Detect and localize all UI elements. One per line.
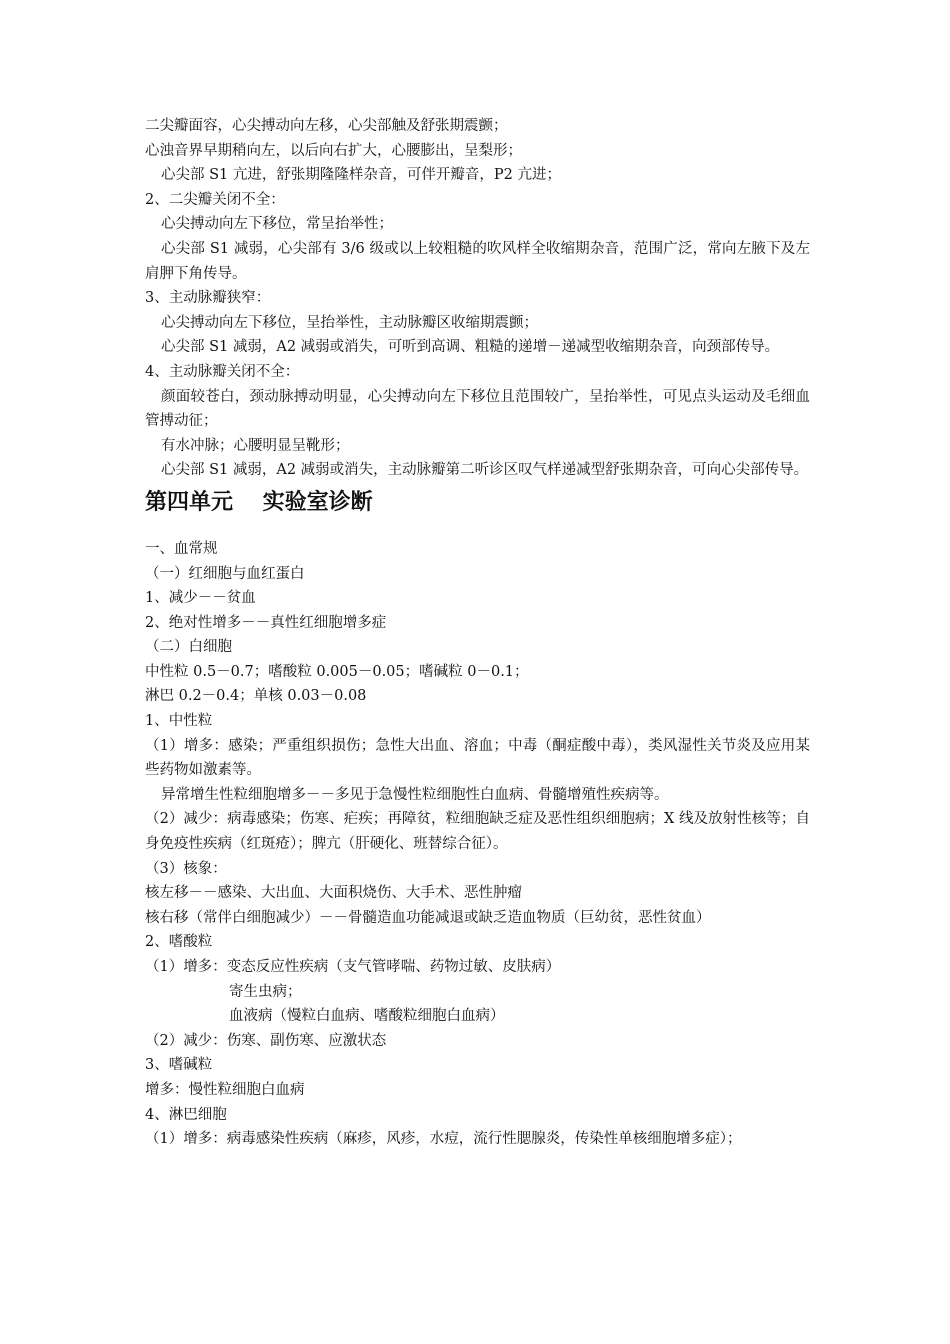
lymphocyte-title: 4、淋巴细胞	[145, 1106, 227, 1123]
rbc-line-2: 2、绝对性增多－－真性红细胞增多症	[145, 614, 387, 631]
aortic-stenosis-title: 3、主动脉瓣狭窄：	[145, 290, 271, 307]
aortic-regurgitation-text-1: 颜面较苍白，颈动脉搏动明显，心尖搏动向左下移位且范围较广，呈抬举性，可见点头运动及毛细血管搏动征；	[145, 388, 810, 430]
neutrophil-title: 1、中性粒	[145, 713, 213, 730]
mitral-regurgitation-line-1: 心尖搏动向左下移位，常呈抬举性；	[161, 216, 393, 233]
aortic-stenosis-line-1: 心尖搏动向左下移位，呈抬举性，主动脉瓣区收缩期震颤；	[161, 314, 538, 331]
mitral-stenosis-line-1: 二尖瓣面容，心尖搏动向左移，心尖部触及舒张期震颤；	[145, 118, 508, 134]
neutrophil-abnormal: 异常增生性粒细胞增多－－多见于急慢性粒细胞性白血病、骨髓增殖性疾病等。	[161, 786, 669, 803]
aortic-stenosis-text: 心尖部 S1 减弱，A2 减弱或消失，可听到高调、粗糙的递增－递减型收缩期杂音，向颈部传导。	[161, 339, 780, 356]
mitral-regurgitation-text: 心尖部 S1 减弱，心尖部有 3/6 级或以上较粗糙的吹风样全收缩期杂音，范围广泛，常向左腋下及左肩胛下角传导。	[145, 240, 810, 282]
eosinophil-decrease: （2）减少：伤寒、副伤寒、应激状态	[145, 1032, 387, 1049]
eosinophil-increase-1: （1）增多：变态反应性疾病（支气管哮喘、药物过敏、皮肤病）	[145, 959, 561, 975]
eosinophil-increase-3: 血液病（慢粒白血病、嗜酸粒细胞白血病）	[229, 1008, 505, 1025]
nuclear-shift-title: （3）核象：	[145, 860, 227, 877]
unit-heading: 第四单元 实验室诊断	[145, 489, 373, 515]
lymphocyte-increase: （1）增多：病毒感染性疾病（麻疹，风疹，水痘，流行性腮腺炎，传染性单核细胞增多症）；	[145, 1131, 742, 1148]
nuclear-right-shift: 核右移（常伴白细胞减少）－－骨髓造血功能减退或缺乏造血物质（巨幼贫，恶性贫血）	[145, 909, 711, 926]
mitral-regurgitation-line-2	[145, 237, 810, 286]
mitral-regurgitation-title: 2、二尖瓣关闭不全：	[145, 191, 285, 208]
document-page	[145, 114, 810, 1152]
basophil-title: 3、嗜碱粒	[145, 1057, 213, 1074]
aortic-regurgitation-line-3	[145, 458, 810, 483]
eosinophil-increase-2: 寄生虫病；	[229, 983, 302, 1000]
nuclear-left-shift: 核左移－－感染、大出血、大面积烧伤、大手术、恶性肿瘤	[145, 885, 522, 902]
neutrophil-decrease: （2）减少：病毒感染；伤寒、疟疾；再障贫，粒细胞缺乏症及恶性组织细胞病；X 线及放射性核等；自身免疫性疾病（红斑疮）；脾亢（肝硬化、班替综合征）。	[145, 811, 810, 853]
rbc-line-1: 1、减少－－贫血	[145, 590, 256, 607]
blood-routine-title: 一、血常规	[145, 540, 218, 557]
wbc-title: （二）白细胞	[145, 639, 232, 656]
wbc-reference-1: 中性粒 0.5－0.7；嗜酸粒 0.005－0.05；嗜碱粒 0－0.1；	[145, 663, 529, 680]
eosinophil-title: 2、嗜酸粒	[145, 934, 213, 951]
aortic-regurgitation-line-2: 有水冲脉；心腰明显呈靴形；	[161, 437, 350, 454]
aortic-regurgitation-text-3: 心尖部 S1 减弱，A2 减弱或消失，主动脉瓣第二听诊区叹气样递减型舒张期杂音，可向心尖部传导。	[161, 462, 809, 479]
mitral-stenosis-line-2: 心浊音界早期稍向左，以后向右扩大，心腰膨出，呈梨形；	[145, 142, 522, 159]
neutrophil-increase: （1）增多：感染；严重组织损伤；急性大出血、溶血；中毒（酮症酸中毒），类风湿性关节炎及应用某些药物如激素等。	[145, 737, 810, 779]
wbc-reference-2: 淋巴 0.2－0.4；单核 0.03－0.08	[145, 688, 367, 705]
basophil-increase: 增多：慢性粒细胞白血病	[145, 1081, 305, 1098]
aortic-regurgitation-line-1	[145, 385, 810, 434]
aortic-regurgitation-title: 4、主动脉瓣关闭不全：	[145, 363, 300, 380]
aortic-stenosis-line-2	[145, 335, 810, 360]
rbc-title: （一）红细胞与血红蛋白	[145, 565, 305, 582]
mitral-stenosis-line-3: 心尖部 S1 亢进，舒张期隆隆样杂音，可伴开瓣音，P2 亢进；	[161, 167, 561, 184]
